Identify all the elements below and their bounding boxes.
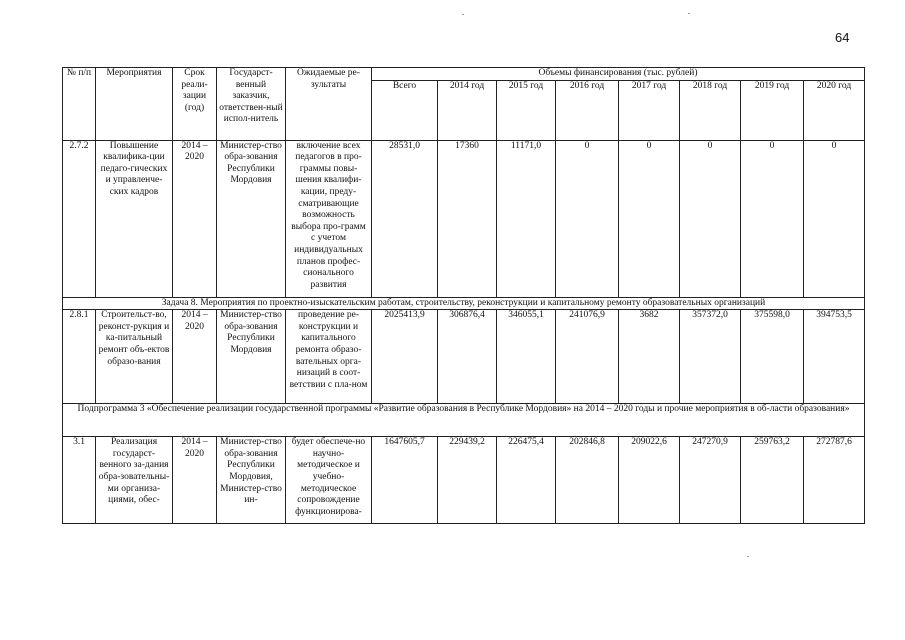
- row-event: [96, 437, 173, 524]
- value-total: 28531,0: [372, 140, 438, 297]
- value-2019: 259763,2: [741, 437, 804, 524]
- value-2018: 247270,9: [680, 437, 741, 524]
- row-event: Повышение квалифика-ции педаго-гических и управленче-ских кадров: [96, 140, 173, 297]
- value-2015: 226475,4: [497, 437, 556, 524]
- value-2018: 0: [680, 140, 741, 297]
- value-2017: 0: [619, 140, 680, 297]
- scan-speck: [462, 14, 464, 15]
- value-total: 2025413,9: [372, 310, 438, 404]
- row-term: 2014 – 2020: [173, 437, 217, 524]
- scan-speck: [747, 556, 749, 557]
- header-year-2017: 2017 год: [619, 80, 680, 140]
- header-event: Мероприятия: [96, 68, 173, 141]
- header-term: Срок реали-зации (год): [173, 68, 217, 141]
- row-customer: Министер-ство обра-зования Республики Мордовия: [217, 310, 286, 404]
- value-2020: 394753,5: [804, 310, 865, 404]
- header-year-2016: 2016 год: [556, 80, 619, 140]
- value-2015: 11171,0: [497, 140, 556, 297]
- value-2020: 272787,6: [804, 437, 865, 524]
- header-row: [63, 68, 865, 81]
- value-2014: 229439,2: [438, 437, 497, 524]
- value-2019: 375598,0: [741, 310, 804, 404]
- row-results: включение всех педагогов в про-граммы повы-шения квалифи-кации, преду-сматривающие возможность выбора про-грамм с учетом индивидуальных планов профес-сионального развития: [286, 140, 372, 297]
- header-num: № п/п: [63, 68, 96, 141]
- value-2020: 0: [804, 140, 865, 297]
- row-num: 2.7.2: [63, 140, 96, 297]
- page-number: 64: [835, 30, 850, 45]
- value-2014: 17360: [438, 140, 497, 297]
- subprogram-3-heading: Подпрограмма 3 «Обеспечение реализации государственной программы «Развитие образования в Республике Мордовия» на 2014 – 2020 годы и прочие мероприятия в об-ласти образования»: [63, 404, 865, 437]
- header-year-2019: 2019 год: [741, 80, 804, 140]
- row-num: 3.1: [63, 437, 96, 524]
- row-term: 2014 – 2020: [173, 140, 217, 297]
- row-num: 2.8.1: [63, 310, 96, 404]
- task-row: [63, 297, 865, 310]
- row-event: Строительст-во, реконст-рукция и ка-питальный ремонт объ-ектов образо-вания: [96, 310, 173, 404]
- value-2016: 241076,9: [556, 310, 619, 404]
- table-row: [63, 437, 865, 524]
- value-2017: 209022,6: [619, 437, 680, 524]
- header-year-2020: 2020 год: [804, 80, 865, 140]
- header-year-2018: 2018 год: [680, 80, 741, 140]
- value-2017: 3682: [619, 310, 680, 404]
- header-customer: Государст-венный заказчик, ответствен-ный испол-нитель: [217, 68, 286, 141]
- task-8-heading: Задача 8. Мероприятия по проектно-изыскательским работам, строительству, реконструкции и капитальному ремонту образовательных организаций: [63, 297, 865, 310]
- header-funding-group: Объемы финансирования (тыс. рублей): [372, 68, 865, 81]
- value-2015: 346055,1: [497, 310, 556, 404]
- subprogram-row: [63, 404, 865, 437]
- row-term: 2014 – 2020: [173, 310, 217, 404]
- value-2016: 0: [556, 140, 619, 297]
- value-2019: 0: [741, 140, 804, 297]
- table-row: [63, 140, 865, 297]
- value-total: 1647605,7: [372, 437, 438, 524]
- table-row: [63, 310, 865, 404]
- header-year-total: Всего: [372, 80, 438, 140]
- header-results: Ожидаемые ре-зультаты: [286, 68, 372, 141]
- header-year-2015: 2015 год: [497, 80, 556, 140]
- row-results-text: будет обеспече-но научно-методическое и учебно-методическое сопровождение функционирова-: [291, 437, 366, 517]
- row-customer-text: Министер-ство обра-зования Республики Мордовия, Министер-ство ин-: [220, 437, 282, 506]
- row-results: [286, 437, 372, 524]
- value-2018: 357372,0: [680, 310, 741, 404]
- row-customer: [217, 437, 286, 524]
- scan-speck: [688, 13, 690, 14]
- header-year-2014: 2014 год: [438, 80, 497, 140]
- budget-table: [62, 67, 865, 524]
- row-customer: Министер-ство обра-зования Республики Мордовия: [217, 140, 286, 297]
- row-results: проведение ре-конструкции и капитального ремонта образо-вательных орга-низаций в соот-ветствии с пла-ном: [286, 310, 372, 404]
- value-2016: 202846,8: [556, 437, 619, 524]
- value-2014: 306876,4: [438, 310, 497, 404]
- row-event-text: Реализация государст-венного за-дания обра-зовательны-ми организа-циями, обес-: [98, 437, 170, 506]
